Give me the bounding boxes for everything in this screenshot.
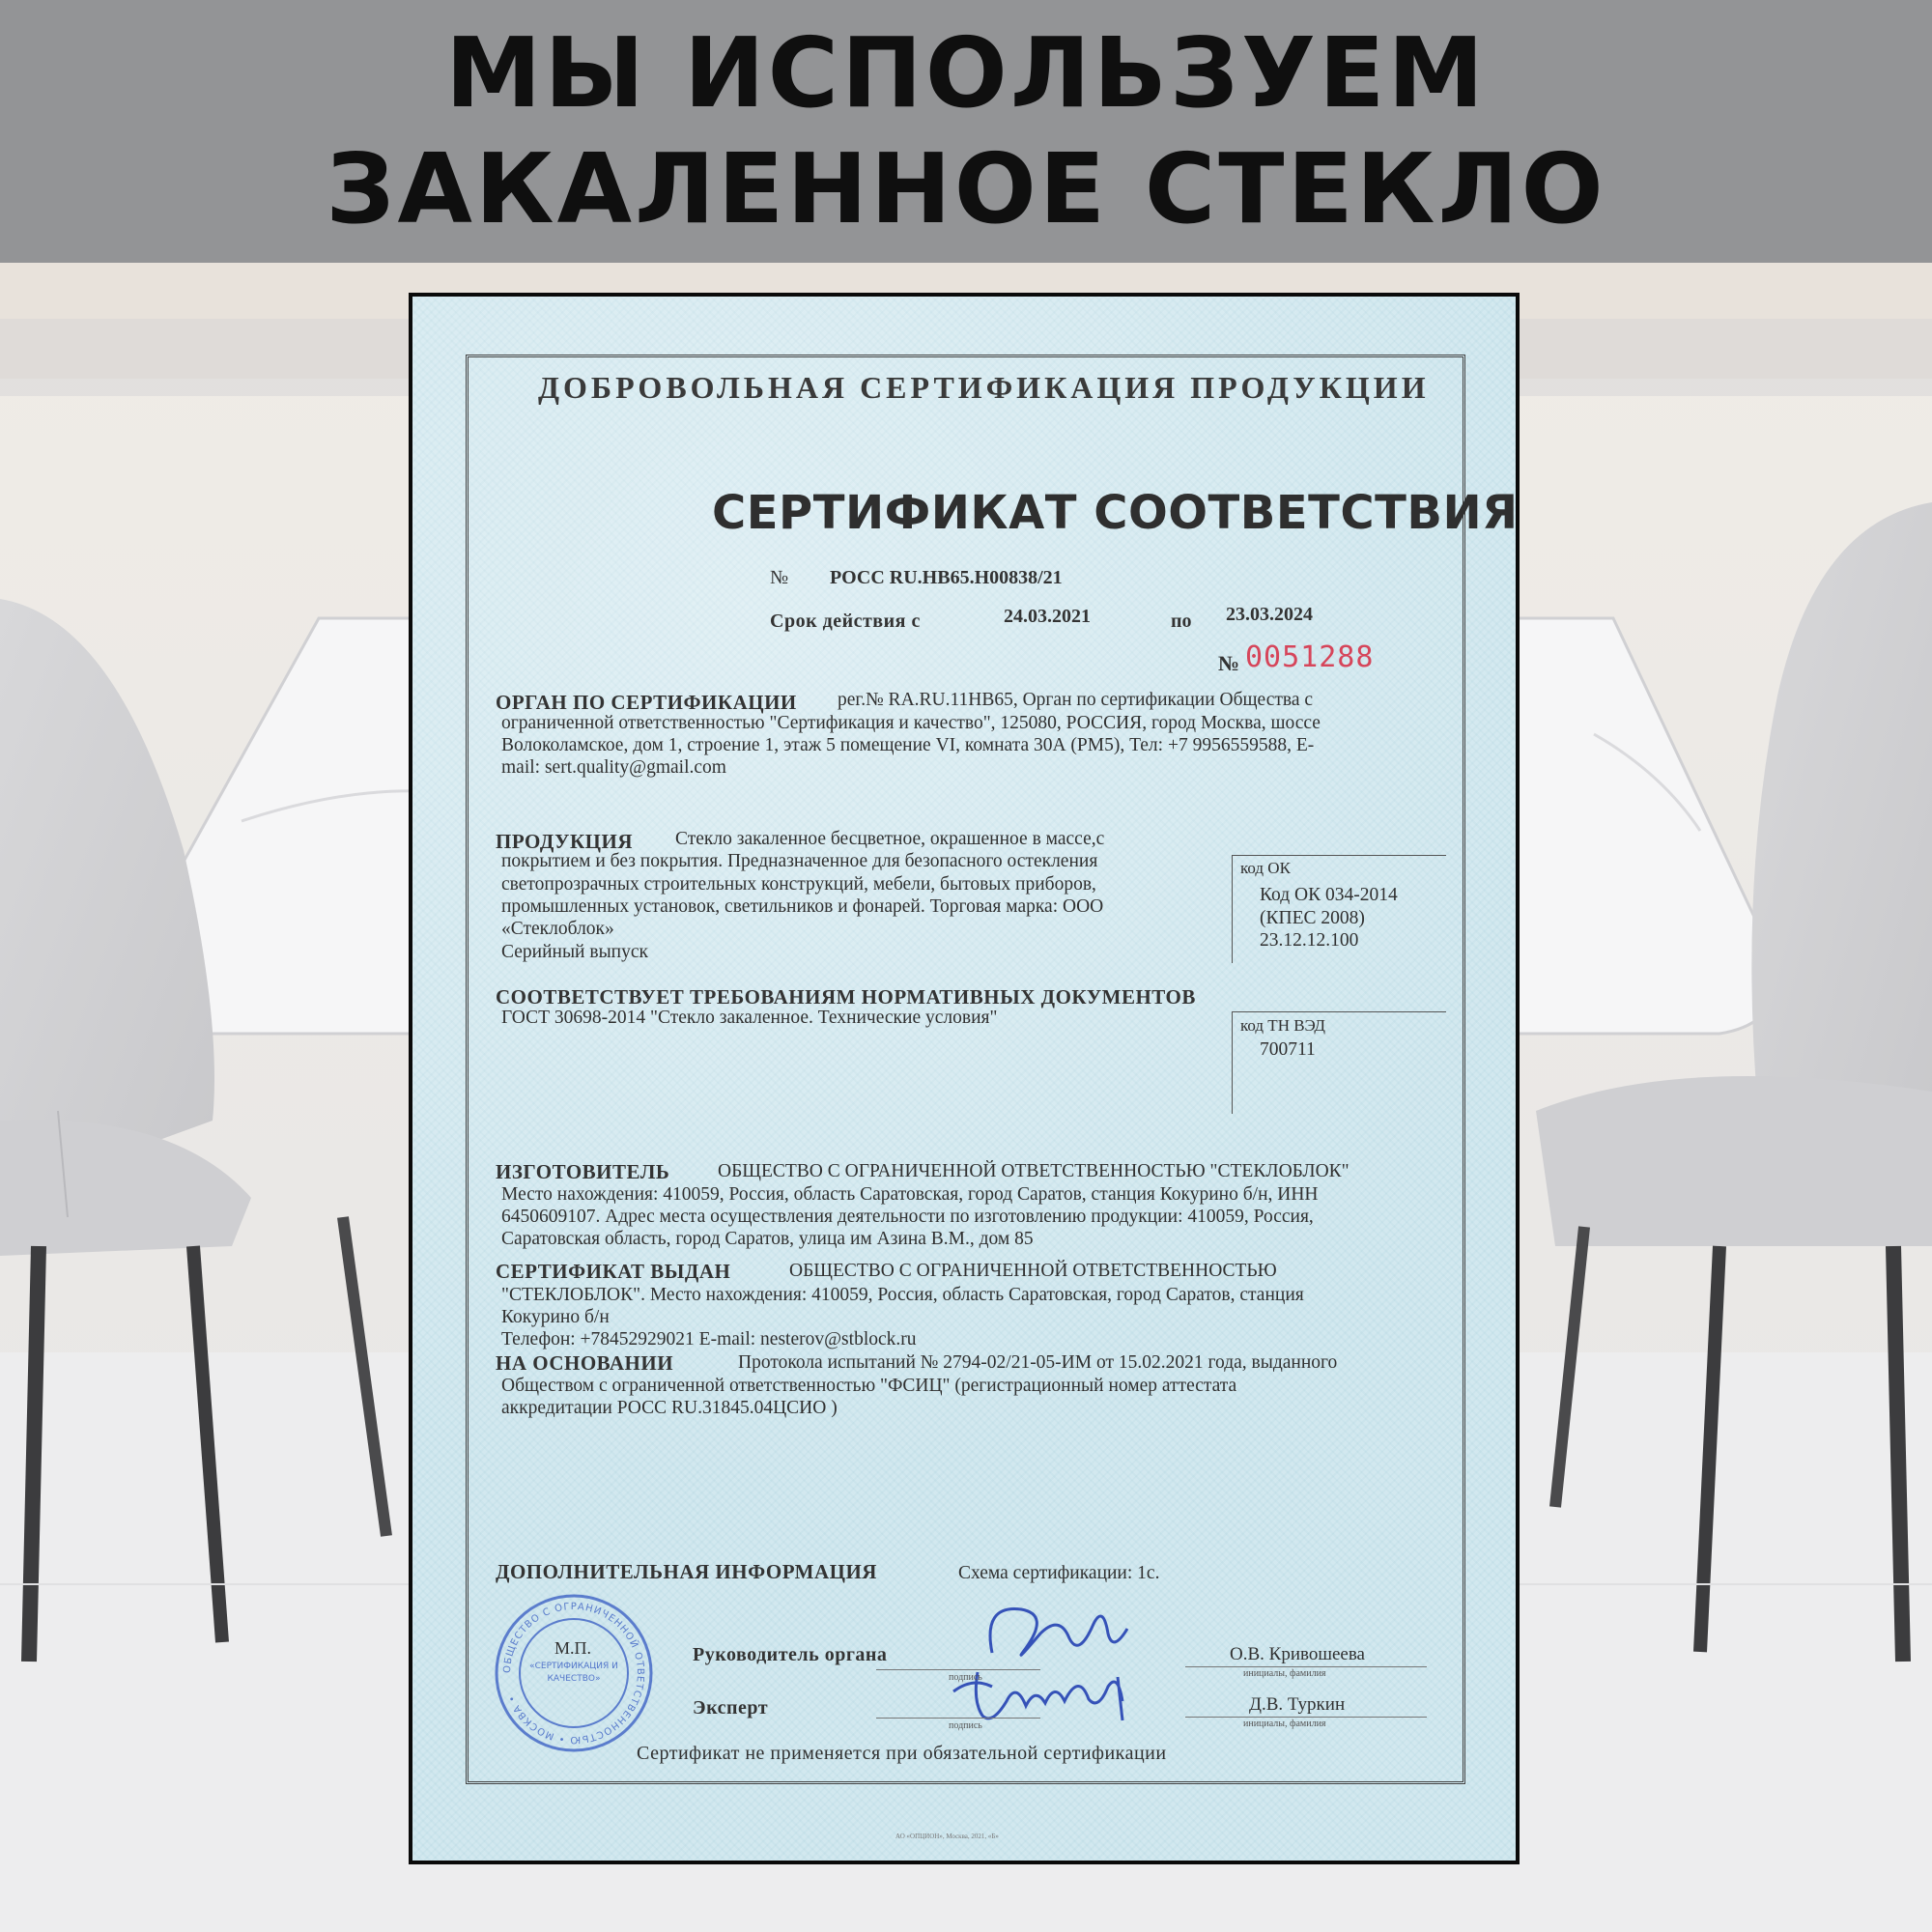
blank-serial-number: 0051288 — [1245, 640, 1375, 674]
cert-body-line-3: Волоколамское, дом 1, строение 1, этаж 5 помещение VI, комната 30А (РМ5), Тел: +7 9956559588, E- — [501, 735, 1315, 755]
expert-name: Д.В. Туркин — [1249, 1694, 1346, 1715]
certificate-document — [409, 293, 1520, 1864]
product-heading: ПРОДУКЦИЯ — [496, 830, 634, 853]
manufacturer-heading: ИЗГОТОВИТЕЛЬ — [496, 1160, 670, 1183]
basis-line-3: аккредитации РОСС RU.31845.04ЦСИО ) — [501, 1398, 838, 1418]
manufacturer-line-2: Место нахождения: 410059, Россия, область Саратовская, город Саратов, станция Кокурино б/н, ИНН — [501, 1184, 1319, 1205]
valid-from-date: 24.03.2021 — [1004, 606, 1091, 627]
cert-body-line-2: ограниченной ответственностью "Сертификация и качество", 125080, РОССИЯ, город Москва, шоссе — [501, 713, 1321, 733]
ok-code-line-3: 23.12.12.100 — [1260, 930, 1359, 951]
product-line-5: «Стеклоблок» — [501, 919, 614, 939]
handwritten-signatures — [934, 1595, 1166, 1730]
cert-body-heading: ОРГАН ПО СЕРТИФИКАЦИИ — [496, 691, 797, 714]
expert-name-caption: инициалы, фамилия — [1243, 1719, 1326, 1729]
cert-body-line-1: рег.№ RA.RU.11НВ65, Орган по сертификации Общества с — [838, 690, 1314, 710]
head-signature-caption: подпись — [949, 1672, 982, 1683]
head-of-body-label: Руководитель органа — [693, 1644, 888, 1665]
valid-to-date: 23.03.2024 — [1226, 604, 1313, 625]
manufacturer-line-4: Саратовская область, город Саратов, улица им Азина В.М., дом 85 — [501, 1229, 1034, 1249]
svg-text:ОБЩЕСТВО С ОГРАНИЧЕННОЙ ОТВЕТС: ОБЩЕСТВО С ОГРАНИЧЕННОЙ ОТВЕТСТВЕННОСТЬЮ • МОСКВА • — [501, 1601, 646, 1746]
head-of-body-name: О.В. Кривошеева — [1230, 1644, 1365, 1664]
basis-line-2: Обществом с ограниченной ответственностью "ФСИЦ" (регистрационный номер аттестата — [501, 1376, 1237, 1396]
certificate-footer-note: Сертификат не применяется при обязательной сертификации — [637, 1743, 1167, 1764]
certificate-number: РОСС RU.НВ65.Н00838/21 — [830, 567, 1063, 588]
additional-info-heading: ДОПОЛНИТЕЛЬНАЯ ИНФОРМАЦИЯ — [496, 1560, 877, 1583]
expert-signature-caption: подпись — [949, 1720, 982, 1731]
product-line-4: промышленных установок, светильников и фонарей. Торговая марка: ООО — [501, 896, 1104, 917]
voluntary-certification-header: ДОБРОВОЛЬНАЯ СЕРТИФИКАЦИЯ ПРОДУКЦИИ — [538, 370, 1430, 405]
tn-ved-label: код ТН ВЭД — [1240, 1016, 1325, 1035]
certification-scheme: Схема сертификации: 1с. — [958, 1563, 1160, 1583]
issued-line-4: Телефон: +78452929021 E-mail: nesterov@stblock.ru — [501, 1329, 917, 1350]
head-name-caption: инициалы, фамилия — [1243, 1668, 1326, 1679]
product-line-1: Стекло закаленное бесцветное, окрашенное в массе,с — [675, 829, 1105, 849]
seal-mark: М.П. — [554, 1638, 592, 1658]
basis-heading: НА ОСНОВАНИИ — [496, 1351, 674, 1375]
manufacturer-line-3: 6450609107. Адрес места осуществления деятельности по изготовлению продукции: 410059, Россия, — [501, 1207, 1314, 1227]
certification-body-stamp — [492, 1591, 656, 1755]
certificate-title: СЕРТИФИКАТ СООТВЕТСТВИЯ — [712, 486, 1519, 540]
printer-mark: АО «ОПЦИОН», Москва, 2021, «Б» — [895, 1833, 999, 1840]
issued-heading: СЕРТИФИКАТ ВЫДАН — [496, 1260, 731, 1283]
ok-code-line-2: (КПЕС 2008) — [1260, 908, 1365, 928]
conformity-heading: СООТВЕТСТВУЕТ ТРЕБОВАНИЯМ НОРМАТИВНЫХ ДОКУМЕНТОВ — [496, 985, 1196, 1009]
manufacturer-line-1: ОБЩЕСТВО С ОГРАНИЧЕННОЙ ОТВЕТСТВЕННОСТЬЮ "СТЕКЛОБЛОК" — [718, 1161, 1350, 1181]
validity-to-label: по — [1171, 611, 1192, 632]
ok-code-line-1: Код ОК 034-2014 — [1260, 885, 1398, 905]
product-line-3: светопрозрачных строительных конструкций, мебели, бытовых приборов, — [501, 874, 1096, 895]
expert-name-line — [1185, 1717, 1427, 1718]
headline-banner — [0, 0, 1932, 263]
tn-ved-value: 700711 — [1260, 1039, 1316, 1060]
headline-line-1: МЫ ИСПОЛЬЗУЕМ — [445, 16, 1487, 129]
ok-code-label: код ОК — [1240, 859, 1291, 877]
head-name-line — [1185, 1666, 1427, 1667]
validity-label: Срок действия с — [770, 611, 921, 632]
number-sign: № — [770, 567, 789, 588]
cert-body-line-4: mail: sert.quality@gmail.com — [501, 757, 726, 778]
svg-text:«СЕРТИФИКАЦИЯ И: «СЕРТИФИКАЦИЯ И — [529, 1662, 618, 1671]
basis-line-1: Протокола испытаний № 2794-02/21-05-ИМ от 15.02.2021 года, выданного — [738, 1352, 1338, 1373]
svg-text:КАЧЕСТВО»: КАЧЕСТВО» — [547, 1674, 601, 1684]
issued-line-2: "СТЕКЛОБЛОК". Место нахождения: 410059, Россия, область Саратовская, город Саратов, станция — [501, 1285, 1304, 1305]
conformity-line-1: ГОСТ 30698-2014 "Стекло закаленное. Технические условия" — [501, 1008, 998, 1028]
blank-number-sign: № — [1218, 651, 1240, 675]
expert-signature-line — [876, 1718, 1040, 1719]
headline-line-2: ЗАКАЛЕННОЕ СТЕКЛО — [326, 132, 1606, 245]
issued-line-3: Кокурино б/н — [501, 1307, 610, 1327]
issued-line-1: ОБЩЕСТВО С ОГРАНИЧЕННОЙ ОТВЕТСТВЕННОСТЬЮ — [789, 1261, 1277, 1281]
product-line-2: покрытием и без покрытия. Предназначенное для безопасного остекления — [501, 851, 1098, 871]
product-line-6: Серийный выпуск — [501, 942, 648, 962]
expert-label: Эксперт — [693, 1697, 769, 1719]
head-signature-line — [876, 1669, 1040, 1670]
